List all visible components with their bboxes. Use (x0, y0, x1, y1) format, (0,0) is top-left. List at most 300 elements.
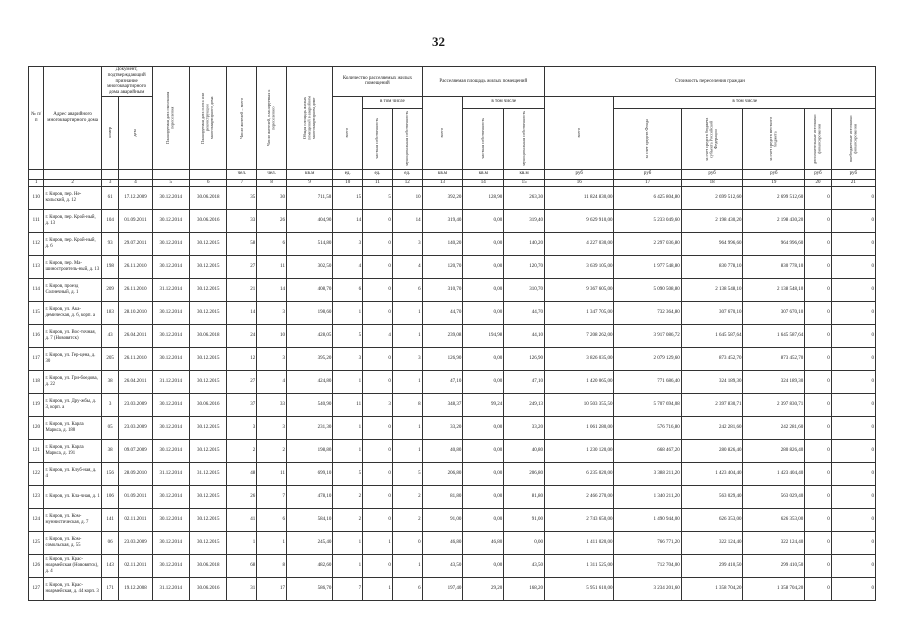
header-cost-extra2: внебюджетные источники финансирования (831, 108, 875, 169)
table-cell: 0,00 (504, 531, 545, 554)
header-cost: Стоимость переселения граждан (545, 67, 876, 97)
table-cell: 26 (227, 485, 257, 508)
table-cell: 198,60 (287, 301, 333, 324)
table-cell: 118 (29, 370, 44, 393)
table-cell: г. Киров, ул. Ком-сомольская, д. 55 (44, 531, 101, 554)
table-row (29, 324, 876, 347)
table-cell: г. Киров, пер. Ма-шиностроитель-ный, д. 13 (44, 255, 101, 278)
table-cell: 205 (101, 347, 119, 370)
table-cell: 9 629 910,00 (545, 209, 614, 232)
table-cell: 09.07.2009 (119, 439, 152, 462)
table-cell: 711,50 (287, 186, 333, 209)
table-cell: 0 (805, 209, 831, 232)
header-document: Документ, подтверждающий признание многоквартирного дома аварийным (101, 67, 152, 97)
table-cell: 33,20 (422, 416, 463, 439)
table-cell (152, 169, 189, 179)
table-cell: 30.12.2015 (189, 485, 226, 508)
table-cell: 30.06.2018 (189, 186, 226, 209)
table-cell: 1 (333, 439, 363, 462)
header-area: Расселяемая площадь жилых помещений (422, 67, 544, 97)
table-cell: 106 (101, 485, 119, 508)
table-cell: 30.12.2015 (189, 232, 226, 255)
table-cell: 0 (831, 278, 875, 301)
table-cell: г. Киров, проезд Солнечный, д. 1 (44, 278, 101, 301)
table-cell: 30.12.2014 (152, 347, 189, 370)
table-cell: г. Киров, ул. Вос-точная, д. 7 (Нововятск) (44, 324, 101, 347)
table-cell: 0,00 (463, 370, 504, 393)
table-cell: 0 (805, 186, 831, 209)
table-cell: 0 (805, 462, 831, 485)
table-cell: 1 (257, 531, 287, 554)
table-cell: 3 (257, 347, 287, 370)
table-cell: 38 (101, 439, 119, 462)
table-cell: 0 (831, 347, 875, 370)
table-cell: 41 (227, 508, 257, 531)
table-cell: г. Киров, ул. Гри-боедова, д. 22 (44, 370, 101, 393)
header-cost-fund: за счет средств Фонда (614, 108, 681, 169)
table-cell: 0 (831, 577, 875, 600)
table-cell: 0 (831, 462, 875, 485)
table-cell: 206,80 (422, 462, 463, 485)
table-cell: 126,90 (422, 347, 463, 370)
table-row (29, 416, 876, 439)
table-cell: 14 (227, 301, 257, 324)
table-cell: 38 (101, 370, 119, 393)
table-cell: руб (831, 169, 875, 179)
table-cell: 43,50 (422, 554, 463, 577)
table-cell: 40,80 (504, 439, 545, 462)
table-cell: 1 423 404,40 (681, 462, 743, 485)
table-cell: чел. (227, 169, 257, 179)
table-body (29, 169, 876, 600)
table-cell: 30.12.2014 (152, 416, 189, 439)
table-cell: 21 (831, 179, 875, 186)
table-cell: 563 029,40 (743, 485, 805, 508)
table-cell: 30.06.2016 (189, 209, 226, 232)
table-cell: 198 (101, 255, 119, 278)
table-cell: 198,80 (287, 439, 333, 462)
table-cell: г. Киров, ул. Крас-ноармейская (Нововятск), д. 4 (44, 554, 101, 577)
table-cell: 111 (29, 209, 44, 232)
table-cell: 30.12.2014 (152, 531, 189, 554)
table-cell: 428,05 (287, 324, 333, 347)
table-cell (119, 169, 152, 179)
table-cell: руб (545, 169, 614, 179)
table-cell: 1 (333, 370, 363, 393)
table-cell: 30.12.2015 (189, 347, 226, 370)
table-cell: 6 (392, 278, 422, 301)
table-cell: 5 090 508,80 (614, 278, 681, 301)
table-cell: 2 198 430,20 (743, 209, 805, 232)
table-cell: 1 (392, 301, 422, 324)
table-cell: 3 234 201,60 (614, 577, 681, 600)
table-cell: 33,20 (504, 416, 545, 439)
table-cell: 8 (392, 393, 422, 416)
table-cell: 1 (227, 531, 257, 554)
table-row (29, 462, 876, 485)
table-cell: 26.11.2010 (119, 347, 152, 370)
table-cell: 11 (257, 462, 287, 485)
table-cell: 15 (333, 186, 363, 209)
table-cell: 299 410,50 (743, 554, 805, 577)
table-cell: 0 (805, 485, 831, 508)
table-cell: 4 227 030,00 (545, 232, 614, 255)
table-cell: 3 (333, 347, 363, 370)
table-cell: 3 (257, 301, 287, 324)
table-cell: 140,20 (422, 232, 463, 255)
page-number: 32 (432, 34, 445, 49)
table-cell: 245,40 (287, 531, 333, 554)
table-cell: 3 (101, 393, 119, 416)
table-cell: 13 (422, 179, 463, 186)
table-cell: 2 397 830,71 (681, 393, 743, 416)
table-cell: 19.12.2008 (119, 577, 152, 600)
table-cell: 1 (29, 179, 44, 186)
table-cell: 43 (101, 324, 119, 347)
table-cell: 3 (392, 347, 422, 370)
table-cell: 830 778,10 (681, 255, 743, 278)
table-cell: 19 (743, 179, 805, 186)
table-cell: 35 (227, 186, 257, 209)
table-cell: 5 (333, 324, 363, 347)
table-cell (29, 169, 44, 179)
table-row (29, 393, 876, 416)
table-cell: ед. (363, 169, 393, 179)
table-cell: 8 (257, 179, 287, 186)
table-cell: 0,00 (463, 554, 504, 577)
table-cell: 0,00 (463, 508, 504, 531)
table-cell: 482,60 (287, 554, 333, 577)
table-cell: 12 (227, 347, 257, 370)
table-cell: 0 (831, 416, 875, 439)
table-cell: 404,90 (287, 209, 333, 232)
table-cell: 30.12.2014 (152, 232, 189, 255)
table-cell: 771 686,40 (614, 370, 681, 393)
table-cell: 0,00 (463, 278, 504, 301)
table-cell: 1 340 211,20 (614, 485, 681, 508)
table-cell: 0 (831, 209, 875, 232)
table-cell: 1 061 280,00 (545, 416, 614, 439)
table-cell: 1 (333, 554, 363, 577)
header-area-total: Общая площадь жилых помещений в аварийном многоквартирном доме (287, 67, 333, 170)
table-cell: 1 311 525,00 (545, 554, 614, 577)
table-cell: 2 (44, 179, 101, 186)
table-cell: 128,90 (463, 186, 504, 209)
table-cell: 1 (392, 554, 422, 577)
table-cell: 873 452,70 (743, 347, 805, 370)
table-cell: 02.11.2011 (119, 508, 152, 531)
table-cell: 7 (257, 485, 287, 508)
table-cell: 1 230 120,00 (545, 439, 614, 462)
table-cell: 0 (805, 577, 831, 600)
table-cell: 2 079 129,60 (614, 347, 681, 370)
table-cell: 3 (257, 416, 287, 439)
table-row (29, 485, 876, 508)
table-cell: 110 (29, 186, 44, 209)
table-cell: 29,20 (463, 577, 504, 600)
table-cell: 197,40 (422, 577, 463, 600)
table-row (29, 577, 876, 600)
table-cell: 2 397 830,71 (743, 393, 805, 416)
table-cell: 299 410,50 (681, 554, 743, 577)
table-cell: 11 (333, 393, 363, 416)
table-cell: 9 367 605,00 (545, 278, 614, 301)
table-cell: 26 (257, 209, 287, 232)
table-cell: 9 (287, 179, 333, 186)
table-cell: 30.12.2015 (189, 439, 226, 462)
table-cell: 5 951 610,00 (545, 577, 614, 600)
table-cell: 239,08 (422, 324, 463, 347)
table-cell: 30.12.2014 (152, 439, 189, 462)
table-cell: 0 (805, 554, 831, 577)
table-cell: 0 (831, 508, 875, 531)
header-doc-num: номер (101, 96, 119, 169)
table-cell: 0 (805, 439, 831, 462)
table-cell: 27 (227, 255, 257, 278)
table-cell: 120 (29, 416, 44, 439)
table-cell: 3 (333, 232, 363, 255)
table-cell: 33 (227, 209, 257, 232)
table-cell: 113 (29, 255, 44, 278)
table-cell: 6 (333, 278, 363, 301)
table-cell: 30.12.2015 (189, 301, 226, 324)
table-cell: 0 (805, 393, 831, 416)
table-cell: 3 (101, 179, 119, 186)
table-cell: кв.м (287, 169, 333, 179)
table-cell: 2 198 430,20 (681, 209, 743, 232)
resettlement-table (28, 66, 876, 601)
table-cell: 31 (227, 577, 257, 600)
table-cell: 43,50 (504, 554, 545, 577)
table-row (29, 255, 876, 278)
table-cell: 23.03.2009 (119, 416, 152, 439)
table-cell: 33 (257, 393, 287, 416)
table-cell: 766 771,20 (614, 531, 681, 554)
table-cell: 0 (805, 416, 831, 439)
table-cell: 123 (29, 485, 44, 508)
table-cell: 126 (29, 554, 44, 577)
table-cell: 117 (29, 347, 44, 370)
table-cell: 44,10 (504, 324, 545, 347)
table-cell: 121 (29, 439, 44, 462)
table-cell: 171 (101, 577, 119, 600)
table-cell: 242 281,60 (681, 416, 743, 439)
table-cell: 31.12.2014 (152, 577, 189, 600)
table-cell: 0 (363, 209, 393, 232)
table-cell: 47,10 (504, 370, 545, 393)
table-cell: 0 (831, 531, 875, 554)
table-cell: 1 (333, 531, 363, 554)
table-cell: 478,10 (287, 485, 333, 508)
table-cell: 2 (392, 508, 422, 531)
table-cell: 21 (227, 278, 257, 301)
table-cell: 11 (363, 179, 393, 186)
table-cell: 322 124,40 (681, 531, 743, 554)
table-cell: 127 (29, 577, 44, 600)
table-cell: 0 (363, 485, 393, 508)
table-cell: 1 (392, 416, 422, 439)
table-cell: 7 208 262,00 (545, 324, 614, 347)
table-cell: г. Киров, ул. Карла Маркса, д. 191 (44, 439, 101, 462)
table-cell: 0 (831, 370, 875, 393)
table-cell: 30.12.2014 (152, 209, 189, 232)
table-cell: 26.11.2010 (119, 278, 152, 301)
table-cell: 01.09.2011 (119, 485, 152, 508)
table-cell: 48 (227, 462, 257, 485)
table-cell: 30.06.2018 (189, 324, 226, 347)
table-cell: 124 (29, 508, 44, 531)
table-cell: 514,80 (287, 232, 333, 255)
table-cell: 02.11.2011 (119, 554, 152, 577)
table-cell: руб (681, 169, 743, 179)
table-cell: 30.12.2014 (152, 255, 189, 278)
table-cell: 183 (101, 301, 119, 324)
column-index-row (29, 179, 876, 186)
table-cell: 0,00 (463, 301, 504, 324)
table-cell: 30.12.2015 (189, 508, 226, 531)
table-cell: 40,80 (422, 439, 463, 462)
table-cell: 46,80 (422, 531, 463, 554)
table-cell: 0 (831, 439, 875, 462)
table-cell: 61 (101, 186, 119, 209)
table-cell: 81,80 (422, 485, 463, 508)
table-cell: 626 353,00 (743, 508, 805, 531)
table-cell: кв.м (463, 169, 504, 179)
table-cell: 3 (363, 393, 393, 416)
table-cell: 0 (805, 278, 831, 301)
table-cell: 1 (333, 301, 363, 324)
table-cell: 1 (392, 439, 422, 462)
table-cell: 93 (101, 232, 119, 255)
table-cell: руб (614, 169, 681, 179)
header-people-move: Число жителей, планируемых к переселению (257, 67, 287, 170)
table-cell: 0,00 (463, 347, 504, 370)
table-cell: 30 (257, 186, 287, 209)
table-cell: 0 (363, 255, 393, 278)
table-cell: г. Киров, ул. Крас-ноармейская, д. 44 корп. 3 (44, 577, 101, 600)
table-cell: 408,70 (287, 278, 333, 301)
table-cell: 1 645 587,64 (681, 324, 743, 347)
table-cell: 58 (227, 232, 257, 255)
table-cell: 30.12.2014 (152, 393, 189, 416)
table-cell: 2 466 270,00 (545, 485, 614, 508)
header-count-muni: муниципальная собственность (392, 108, 422, 169)
table-cell: 4 (333, 255, 363, 278)
table-cell: 30.12.2014 (152, 485, 189, 508)
table-cell: 30.06.2016 (189, 577, 226, 600)
header-count-private: частная собственность (363, 108, 393, 169)
table-cell: 0 (831, 301, 875, 324)
table-cell: 348,37 (422, 393, 463, 416)
table-cell: 1 (363, 577, 393, 600)
table-cell: 584,10 (287, 508, 333, 531)
table-cell: г. Киров, ул. Ком-муннистическая, д. 7 (44, 508, 101, 531)
table-cell: 4 (119, 179, 152, 186)
table-cell: 263,30 (504, 186, 545, 209)
table-cell: 0 (831, 393, 875, 416)
table-cell: 0 (805, 255, 831, 278)
units-row (29, 169, 876, 179)
table-cell: 0 (363, 301, 393, 324)
header-plan-date: Планируемая дата окончания переселения (152, 67, 189, 170)
table-cell: 1 358 704,20 (743, 577, 805, 600)
table-cell: 0,00 (463, 255, 504, 278)
table-cell: 26.04.2011 (119, 370, 152, 393)
table-cell: 8 (257, 554, 287, 577)
table-cell: 15 (504, 179, 545, 186)
table-cell: 964 996,60 (743, 232, 805, 255)
table-cell: 1 347 705,00 (545, 301, 614, 324)
table-row (29, 508, 876, 531)
table-cell: 2 699 512,60 (743, 186, 805, 209)
table-cell: 30.12.2015 (189, 255, 226, 278)
table-cell: 10 503 355,50 (545, 393, 614, 416)
table-cell: 5 (392, 462, 422, 485)
table-cell: 115 (29, 301, 44, 324)
table-cell: 732 364,80 (614, 301, 681, 324)
header-area-private: частная собственность (463, 108, 504, 169)
table-cell: 1 411 020,00 (545, 531, 614, 554)
table-cell: 68 (227, 554, 257, 577)
table-cell: 0,00 (463, 232, 504, 255)
table-cell: 0,00 (463, 462, 504, 485)
table-cell: 156 (101, 462, 119, 485)
table-cell: 0 (363, 416, 393, 439)
table-cell: 20 (805, 179, 831, 186)
table-cell: 104 (101, 209, 119, 232)
table-cell: 668 467,20 (614, 439, 681, 462)
table-cell: 1 (392, 324, 422, 347)
table-cell: 3 (392, 232, 422, 255)
table-cell: 2 297 036,80 (614, 232, 681, 255)
table-row (29, 209, 876, 232)
table-row (29, 531, 876, 554)
table-cell: 114 (29, 278, 44, 301)
table-cell: 249,13 (504, 393, 545, 416)
table-cell: г. Киров, пер. Крой-ный, д. 6 (44, 232, 101, 255)
table-cell: 392,20 (422, 186, 463, 209)
table-cell: 81,80 (504, 485, 545, 508)
header-count-total: всего (333, 96, 363, 169)
header-doc-date: дата (119, 96, 152, 169)
table-cell: 112 (29, 232, 44, 255)
table-cell: 23.03.2009 (119, 393, 152, 416)
table-cell: 6 235 020,00 (545, 462, 614, 485)
table-cell: 30.06.2018 (189, 554, 226, 577)
table-cell: 324 189,30 (681, 370, 743, 393)
table-cell: 31.12.2014 (152, 370, 189, 393)
table-cell: 0 (805, 508, 831, 531)
table-cell (189, 169, 226, 179)
table-cell: 126,90 (504, 347, 545, 370)
table-cell: 0 (831, 255, 875, 278)
table-cell: 5 (363, 186, 393, 209)
table-cell: 0 (831, 324, 875, 347)
header-count-incl: в том числе (363, 96, 423, 108)
table-cell: 0 (363, 554, 393, 577)
table-cell: 05 (101, 416, 119, 439)
table-cell: 3 (227, 416, 257, 439)
table-row (29, 439, 876, 462)
table-cell: 307 670,10 (743, 301, 805, 324)
table-cell: 0 (831, 232, 875, 255)
table-cell: 0 (831, 186, 875, 209)
table-cell: 307 670,10 (681, 301, 743, 324)
table-cell: 0 (831, 554, 875, 577)
table-cell: 30.12.2014 (152, 508, 189, 531)
table-cell: 14 (392, 209, 422, 232)
table-cell: руб (805, 169, 831, 179)
